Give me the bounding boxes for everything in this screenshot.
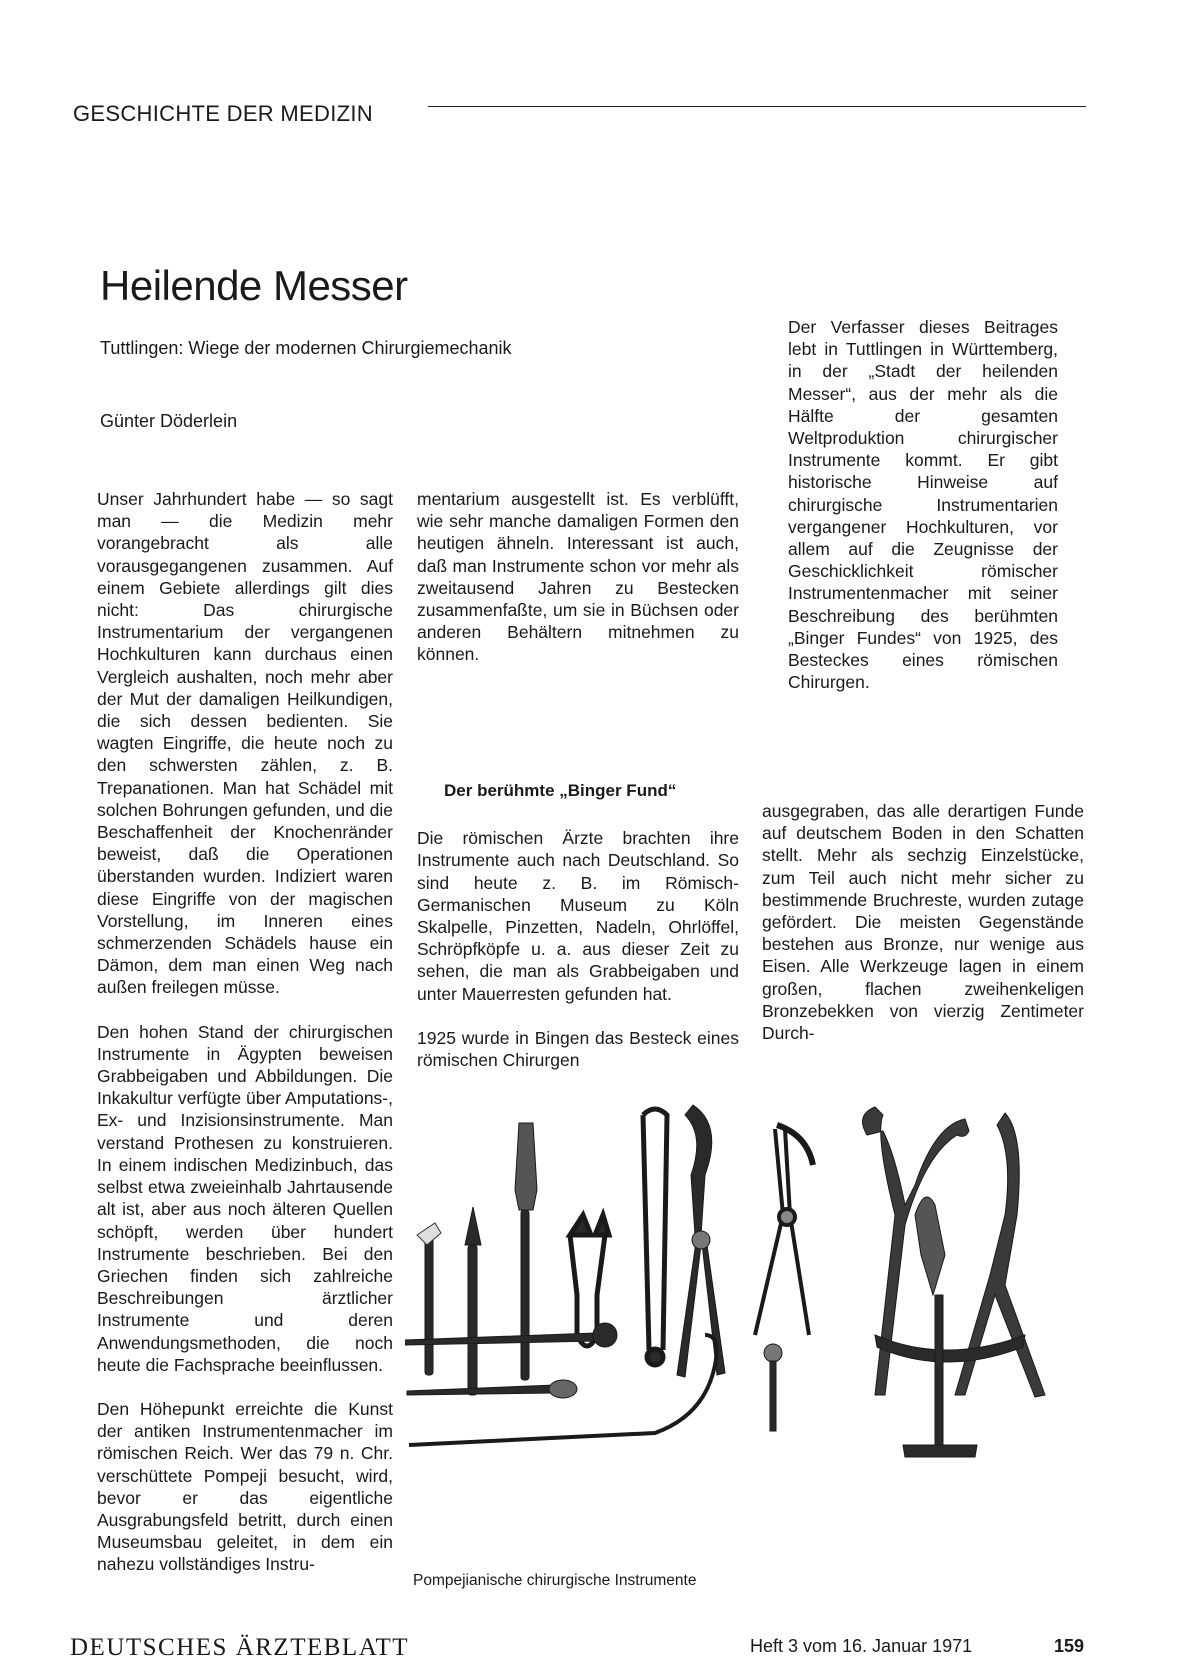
paragraph: Die römischen Ärzte brachten ihre Instrumente auch nach Deutschland. So sind heute z. B. im Römisch-Germanischen Museum zu Köln Skalpelle, Pinzetten, Nadeln, Ohrlöffel, Schröpfköpfe u. a. aus dieser Zeit zu sehen, die man als Grabbeigaben und unter Mauerresten gefunden hat. [417, 828, 739, 1004]
article-subtitle: Tuttlingen: Wiege der modernen Chirurgiemechanik [100, 338, 512, 358]
hook-probe-instrument [417, 1223, 441, 1375]
body-column-2-bottom [417, 780, 739, 1093]
paragraph: Den Höhepunkt erreichte die Kunst der antiken Instrumentenmacher im römischen Reich. Wer das 79 n. Chr. verschüttete Pompeji besucht, wird, bevor er das eigentliche Ausgrabungsfeld betritt, durch einen Museumsbau geleitet, in dem ein nahezu vollständiges Instru- [97, 1398, 393, 1575]
paragraph: 1925 wurde in Bingen das Besteck eines römischen Chirurgen [417, 1027, 739, 1071]
subheading: Der berühmte „Binger Fund“ [444, 781, 677, 800]
dilator-instrument [755, 1125, 813, 1335]
spoon-probe-instrument [764, 1344, 782, 1431]
footer-publication: DEUTSCHES ÄRZTEBLATT [70, 1634, 410, 1661]
page-number: 159 [1054, 1636, 1085, 1656]
article-intro: Der Verfasser dieses Beitrages lebt in Tuttlingen in Württemberg, in der „Stadt der heilenden Messer“, aus der mehr als die Hälfte der gesamten Weltproduktion chirurgischer Instrumente kommt. Er gibt historische Hinweise auf chirurgische Instrumentarien vergangener Hochkulturen, vor allem auf die Zeugnisse der Geschicklichkeit römischer Instrumentenmacher mit seiner Beschreibung des berühmten „Binger Fundes“ von 1925, des Besteckes eines römischen Chirurgen. [788, 317, 1058, 693]
section-header: GESCHICHTE DER MEDIZIN [73, 101, 373, 126]
figure-caption: Pompejianische chirurgische Instrumente [413, 1572, 697, 1589]
speculum-instrument [863, 1107, 1046, 1457]
paragraph: Den hohen Stand der chirurgischen Instrumente in Ägypten beweisen Grabbeigaben und Abbildungen. Die Inkakultur verfügte über Amputations-, Ex- und Inzisionsinstrumente. Man verstand Prothesen zu konstruieren. In einem indischen Medizinbuch, das selbst etwa zweieinhalb Jahrtausende alt ist, aber aus noch älteren Quellen schöpft, werden über hundert Instrumente beschrieben. Bei den Griechen finden sich zahlreiche Beschreibungen ärztlicher Instrumente und deren Anwendungsmethoden, die noch heute die Fachsprache beeinflussen. [97, 1021, 393, 1375]
cautery-instrument [407, 1380, 577, 1398]
body-column-3 [762, 800, 1084, 1066]
forceps-instrument [643, 1109, 667, 1365]
paragraph: ausgegraben, das alle derartigen Funde auf deutschem Boden in den Schatten stellt. Mehr als sechzig Einzelstücke, zum Teil auch nicht mehr sicher zu bestimmende Bruchreste, wurden zutage gefördert. Die meisten Gegenstände bestehen aus Bronze, nur wenige aus Eisen. Alle Werkzeuge lagen in einem großen, flachen zweihenkeligen Bronzebekken von vierzig Zentimeter Durch- [762, 801, 1084, 1044]
paragraph: mentarium ausgestellt ist. Es verblüfft, wie sehr manche damaligen Formen den heutigen ähneln. Interessant ist auch, daß man Instrumente schon vor mehr als zweitausend Jahren zu Bestecken zusammenfaßte, um sie in Büchsen oder anderen Behältern mitnehmen zu können. [417, 489, 739, 665]
body-column-1 [97, 488, 393, 1598]
header-rule [428, 106, 1086, 107]
footer-issue: Heft 3 vom 16. Januar 1971 [750, 1636, 973, 1656]
article-title: Heilende Messer [100, 262, 408, 309]
paragraph: Unser Jahrhundert habe — so sagt man — die Medizin mehr vorangebracht als alle vorausgegangenen zusammen. Auf einem Gebiete allerdings gilt dies nicht: Das chirurgische Instrumentarium der vergangenen Hochkulturen kann durchaus einen Vergleich aushalten, noch mehr aber der Mut der damaligen Heilkundigen, die sich dessen bedienten. Sie wagten Eingriffe, die heute noch zu den schwersten zählen, z. B. Trepanationen. Man hat Schädel mit solchen Bohrungen gefunden, und die Beschaffenheit der Knochenränder beweist, daß die Operationen überstanden wurden. Indiziert waren diese Eingriffe von der magischen Vorstellung, im Inneren eines schmerzenden Schädels hause ein Dämon, dem man einen Weg nach außen freilegen müsse. [97, 489, 393, 998]
spear-knife-instrument [465, 1207, 481, 1395]
bone-lever-instrument [677, 1105, 725, 1377]
article-author: Günter Döderlein [100, 411, 238, 431]
instruments-photo [405, 1095, 1085, 1565]
body-column-2-top [417, 488, 739, 688]
